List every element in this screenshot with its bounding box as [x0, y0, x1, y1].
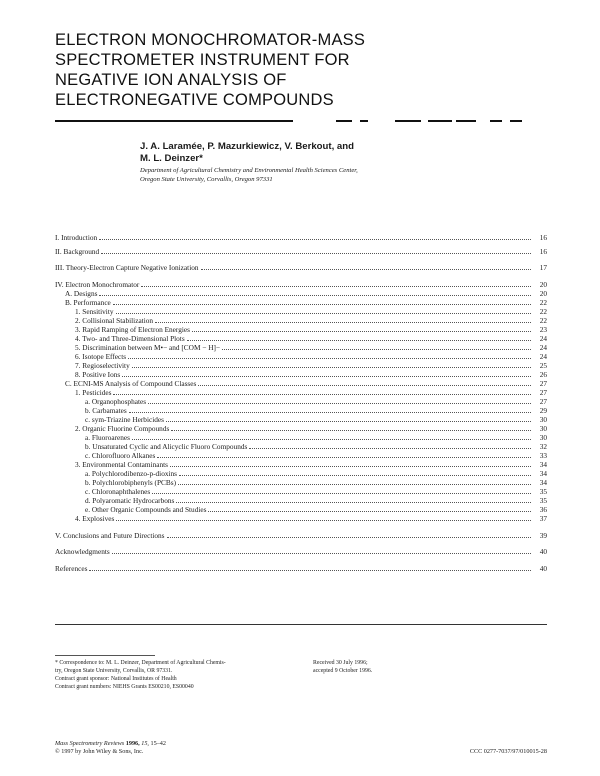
footnote-line: * Correspondence to: M. L. Deinzer, Department of Agricultural Chemis- — [55, 660, 226, 666]
affiliation — [140, 166, 560, 184]
title-line: ELECTRON MONOCHROMATOR-MASS — [55, 31, 366, 49]
toc-entry-page: 30 — [539, 415, 547, 424]
toc-leader-dots — [166, 421, 531, 422]
toc-entry-label: a. Organophosphates — [85, 397, 147, 406]
toc-entry-page: 33 — [539, 451, 547, 460]
toc-leader-dots — [141, 286, 531, 287]
toc-entry-page: 17 — [539, 263, 547, 272]
journal-name: Mass Spectrometry Reviews — [55, 740, 125, 747]
rule-segment — [490, 120, 502, 122]
received-line: Received 30 July 1996; — [313, 660, 368, 666]
received-dates — [313, 659, 463, 675]
toc-entry-page: 22 — [539, 307, 547, 316]
toc-entry-label: 1. Sensitivity — [75, 307, 114, 316]
toc-entry-page: 24 — [539, 343, 547, 352]
toc-entry-page: 30 — [539, 424, 547, 433]
rule-segment — [456, 120, 476, 122]
toc-entry-label: d. Polyaromatic Hydrocarbons — [85, 496, 175, 505]
footnote-line: Contract grant numbers: NIEHS Grants ES00210, ES00040 — [55, 684, 194, 690]
toc-entry-page: 34 — [539, 460, 547, 469]
toc-entry-page: 27 — [539, 397, 547, 406]
toc-entry-page: 22 — [539, 316, 547, 325]
toc-leader-dots — [113, 394, 531, 395]
toc-leader-dots — [208, 511, 531, 512]
footnote-line: try, Oregon State University, Corvallis, OR 97331. — [55, 668, 173, 674]
toc-leader-dots — [113, 304, 531, 305]
toc-entry-label: 2. Organic Fluorine Compounds — [75, 424, 170, 433]
toc-entry-page: 27 — [539, 379, 547, 388]
toc-entry-label: a. Fluoroarenes — [85, 433, 130, 442]
toc-leader-dots — [132, 367, 531, 368]
rule-segment — [510, 120, 522, 122]
toc-entry-label: 7. Regioselectivity — [75, 361, 130, 370]
accepted-line: accepted 9 October 1996. — [313, 668, 373, 674]
toc-entry-page: 26 — [539, 370, 547, 379]
toc-entry-label: 4. Two- and Three-Dimensional Plots — [75, 334, 185, 343]
toc-entry-page: 16 — [539, 247, 547, 256]
toc-leader-dots — [192, 331, 531, 332]
affiliation-line: Oregon State University, Corvallis, Oregon 97331 — [140, 176, 273, 183]
toc-entry-page: 16 — [539, 233, 547, 242]
toc-entry-page: 35 — [539, 496, 547, 505]
journal-copyright: © 1997 by John Wiley & Sons, Inc. — [55, 748, 144, 755]
toc-entry-label: 4. Explosives — [75, 514, 115, 523]
toc-leader-dots — [167, 537, 531, 538]
toc-leader-dots — [155, 322, 531, 323]
toc-leader-dots — [116, 520, 531, 521]
toc-entry-label: 3. Environmental Contaminants — [75, 460, 169, 469]
toc-entry-page: 24 — [539, 334, 547, 343]
toc-entry — [55, 531, 547, 541]
toc-leader-dots — [222, 349, 531, 350]
toc-leader-dots — [179, 475, 531, 476]
toc-entry-label: 3. Rapid Ramping of Electron Energies — [75, 325, 190, 334]
rule-segment — [360, 120, 368, 122]
toc-entry — [75, 514, 547, 524]
toc-leader-dots — [157, 457, 531, 458]
toc-leader-dots — [99, 295, 531, 296]
toc-entry-label: II. Background — [55, 247, 100, 256]
toc-leader-dots — [176, 502, 531, 503]
toc-leader-dots — [89, 570, 531, 571]
rule-segment — [428, 120, 452, 122]
toc-entry-label: A. Designs — [65, 289, 98, 298]
title-line: SPECTROMETER INSTRUMENT FOR — [55, 51, 350, 69]
toc-entry-page: 24 — [539, 352, 547, 361]
toc-entry-page: 29 — [539, 406, 547, 415]
toc-entry-label: c. Chloronaphthalenes — [85, 487, 151, 496]
toc-entry-label: a. Polychlorodibenzo-p-dioxins — [85, 469, 178, 478]
toc-leader-dots — [152, 493, 531, 494]
toc-leader-dots — [201, 269, 531, 270]
article-title — [55, 30, 475, 110]
toc-entry-page: 34 — [539, 478, 547, 487]
toc-leader-dots — [128, 358, 531, 359]
toc-entry-label: III. Theory-Electron Capture Negative Ionization — [55, 263, 199, 272]
toc-entry-label: V. Conclusions and Future Directions — [55, 531, 165, 540]
toc-entry-label: B. Performance — [65, 298, 111, 307]
journal-year: 1996, — [125, 740, 140, 747]
issn-code: CCC 0277-7037/97/010015-28 — [469, 748, 547, 755]
rule-segment — [395, 120, 421, 122]
toc-entry-page: 23 — [539, 325, 547, 334]
toc-entry-page: 27 — [539, 388, 547, 397]
journal-pages: 15–42 — [150, 740, 166, 747]
toc-entry-page: 40 — [539, 547, 547, 556]
toc-entry-label: b. Carbamates — [85, 406, 127, 415]
toc-entry-page: 22 — [539, 298, 547, 307]
toc-entry-label: c. Chlorofluoro Alkanes — [85, 451, 156, 460]
toc-leader-dots — [198, 385, 531, 386]
toc-entry-label: Acknowledgments — [55, 547, 110, 556]
toc-entry-label: b. Polychlorobiphenyls (PCBs) — [85, 478, 177, 487]
toc-leader-dots — [132, 439, 531, 440]
toc-entry-label: c. sym-Triazine Herbicides — [85, 415, 164, 424]
toc-entry-page: 40 — [539, 564, 547, 573]
affiliation-line: Department of Agricultural Chemistry and Environmental Health Sciences Center, — [140, 167, 358, 174]
toc-leader-dots — [112, 553, 531, 554]
toc-entry-label: References — [55, 564, 88, 573]
author-line: J. A. Laramée, P. Mazurkiewicz, V. Berkout, and — [140, 141, 354, 152]
toc-leader-dots — [101, 253, 531, 254]
journal-volume: 15, — [141, 740, 149, 747]
toc-bottom-rule — [55, 624, 547, 625]
toc-leader-dots — [178, 484, 531, 485]
toc-entry-page: 34 — [539, 469, 547, 478]
footnotes — [55, 659, 300, 691]
author-list — [140, 141, 560, 165]
toc-entry-page: 20 — [539, 289, 547, 298]
toc-entry-label: b. Unsaturated Cyclic and Alicyclic Fluoro Compounds — [85, 442, 248, 451]
toc-entry-label: I. Introduction — [55, 233, 98, 242]
toc-entry-page: 35 — [539, 487, 547, 496]
toc-entry — [55, 564, 547, 574]
rule-segment — [336, 120, 352, 122]
toc-leader-dots — [116, 313, 531, 314]
toc-entry-label: 8. Positive Ions — [75, 370, 121, 379]
toc-leader-dots — [148, 403, 531, 404]
toc-entry — [55, 233, 547, 243]
toc-leader-dots — [99, 239, 531, 240]
toc-entry-label: 2. Collisional Stabilization — [75, 316, 154, 325]
toc-leader-dots — [171, 430, 531, 431]
footnote-line: Contract grant sponsor: National Institutes of Health — [55, 676, 177, 682]
title-line: NEGATIVE ION ANALYSIS OF — [55, 71, 287, 89]
toc-entry-label: 6. Isotope Effects — [75, 352, 127, 361]
toc-leader-dots — [170, 466, 531, 467]
toc-leader-dots — [187, 340, 531, 341]
toc-leader-dots — [122, 376, 531, 377]
journal-citation — [55, 740, 355, 756]
toc-leader-dots — [129, 412, 531, 413]
toc-entry-page: 37 — [539, 514, 547, 523]
toc-leader-dots — [249, 448, 531, 449]
toc-entry-page: 39 — [539, 531, 547, 540]
toc-entry-page: 32 — [539, 442, 547, 451]
toc-entry-label: 1. Pesticides — [75, 388, 112, 397]
toc-entry — [55, 547, 547, 557]
toc-entry-page: 36 — [539, 505, 547, 514]
title-line: ELECTRONEGATIVE COMPOUNDS — [55, 91, 334, 109]
toc-entry-page: 30 — [539, 433, 547, 442]
toc-entry-page: 20 — [539, 280, 547, 289]
rule-segment — [55, 120, 293, 122]
toc-entry — [55, 247, 547, 257]
toc-entry-label: 5. Discrimination between M•− and [COM − H]− — [75, 343, 221, 352]
footnote-rule — [55, 655, 155, 656]
toc-entry-label: e. Other Organic Compounds and Studies — [85, 505, 207, 514]
toc-entry — [55, 263, 547, 273]
toc-entry-page: 25 — [539, 361, 547, 370]
toc-entry-label: C. ECNI-MS Analysis of Compound Classes — [65, 379, 197, 388]
author-line: M. L. Deinzer* — [140, 153, 203, 164]
toc-entry-label: IV. Electron Monochromator — [55, 280, 140, 289]
